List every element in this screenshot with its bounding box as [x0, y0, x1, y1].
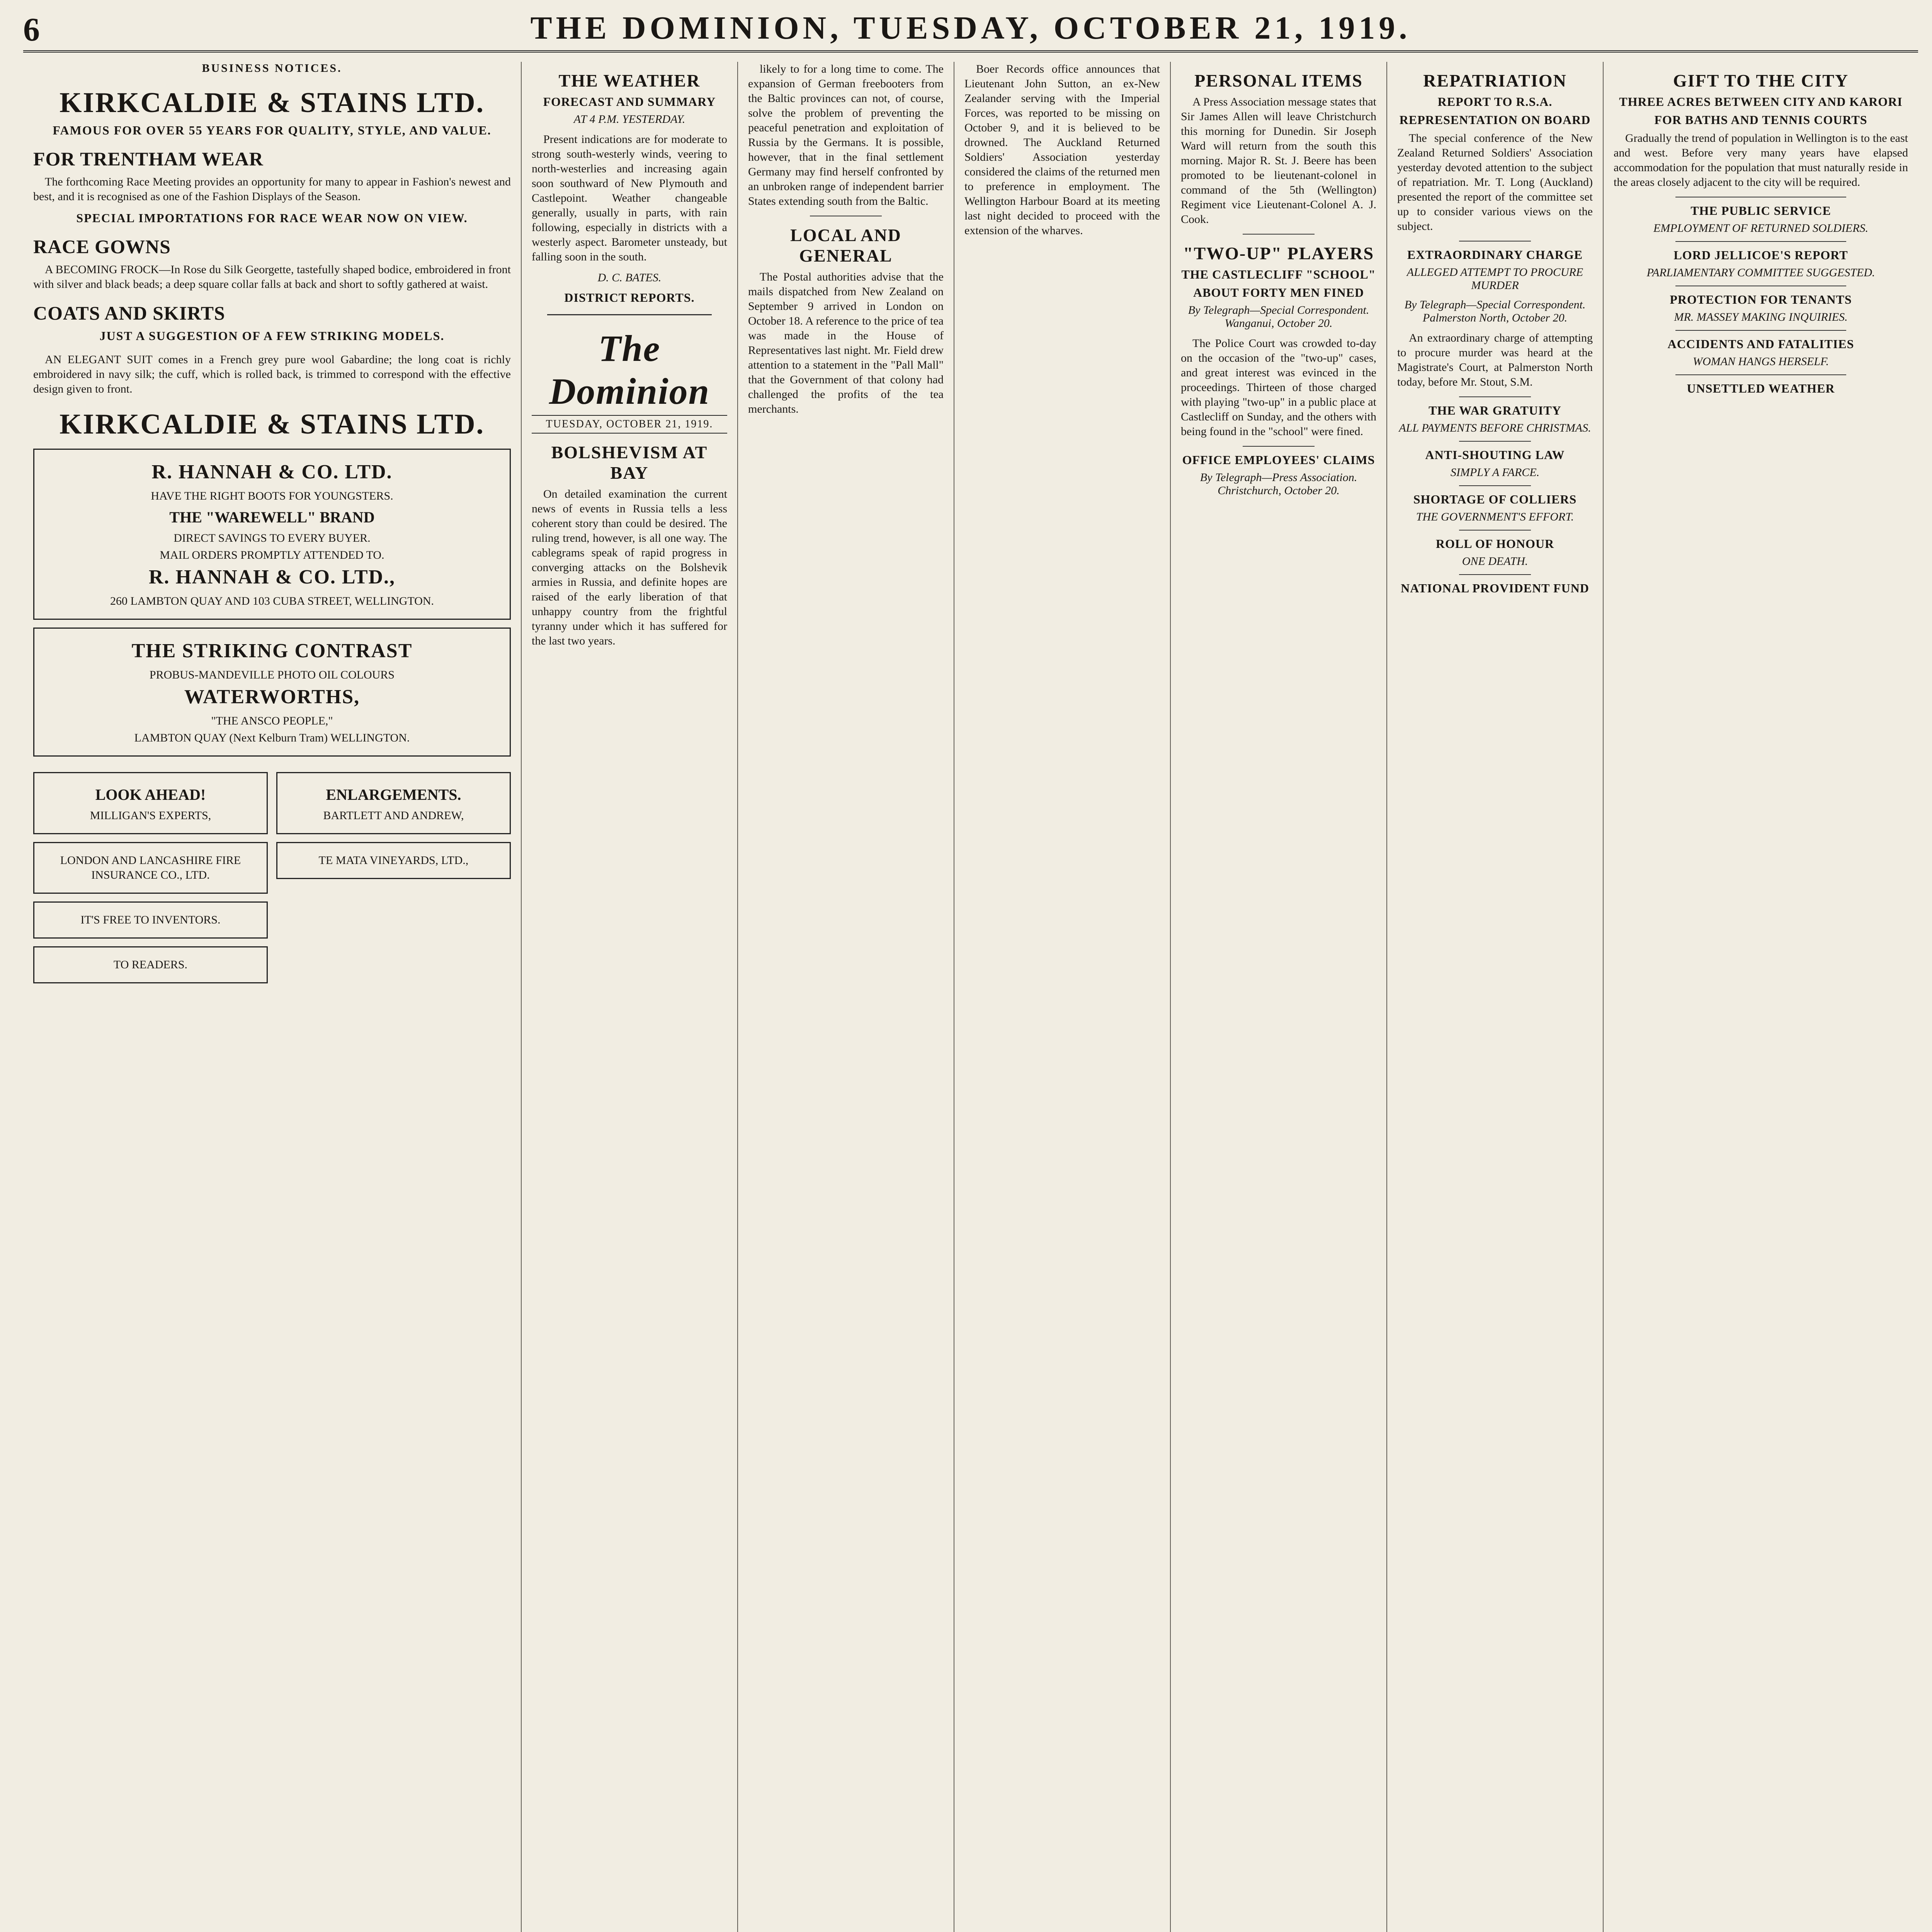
repatriation-heading: REPATRIATION [1423, 71, 1567, 90]
waterworths-advertisement [33, 628, 511, 757]
small-advertisements [33, 764, 511, 991]
hannah-name: R. HANNAH & CO. LTD. [151, 461, 393, 483]
editorial-continued-text: likely to for a long time to come. The expansion of German freebooters from the Baltic provinces can not, of course, solve the problem of preventing the peaceful penetration and exploitation of Russia by the Germans. It is possible, however, that in the final settlement Germany may find herself confronted by an unbroken range of independent barrier States extending south from the Baltic. [748, 63, 944, 207]
roll-of-honour-subheading: ONE DEATH. [1462, 555, 1528, 568]
small-ads-left [33, 764, 268, 991]
extraordinary-charge-heading: EXTRAORDINARY CHARGE [1407, 248, 1583, 262]
weather-editorial-column [522, 62, 738, 1932]
two-up-deck: THE CASTLECLIFF "SCHOOL" [1181, 267, 1376, 281]
colliers-subheading: THE GOVERNMENT'S EFFORT. [1416, 510, 1574, 523]
wines-advertisement [276, 842, 511, 879]
te-mata-name: TE MATA VINEYARDS, LTD., [318, 854, 469, 867]
extraordinary-charge-text: An extraordinary charge of attempting to procure murder was heard at the Magistrate's Court, at Palmerston North today, before Mr. Stout, S.M. [1397, 332, 1593, 388]
public-service-heading: THE PUBLIC SERVICE [1690, 204, 1831, 218]
provident-fund-heading: NATIONAL PROVIDENT FUND [1401, 581, 1589, 595]
inventors-advertisement [33, 901, 268, 939]
weather-text: Present indications are for moderate to strong south-westerly winds, veering to north-westerlies and increasing again soon southward of New Plymouth and Castlepoint. Weather changeable generally, usually in parts, with rain following, especially in districts with a westerly aspect. Barometer unsteady, but falling soon in the south. [532, 133, 727, 263]
gift-subheading: FOR BATHS AND TENNIS COURTS [1654, 113, 1867, 127]
coats-text: AN ELEGANT SUIT comes in a French grey pure wool Gabardine; the long coat is richly embroidered in navy silk; the cuff, which is rolled back, is trimmed to correspond with the effective design given to front. [33, 353, 511, 395]
claims-byline: By Telegraph—Press Association. Christchurch, October 20. [1200, 471, 1357, 497]
editorial-continued-column [738, 62, 954, 1932]
gift-text: Gradually the trend of population in Wellington is to the east and west. Before very many years have elapsed accommodation for the population that must naturally reside in the areas closely adjacent to the city will be required. [1614, 132, 1908, 189]
repatriation-column [1387, 62, 1604, 1932]
local-general-heading: LOCAL AND GENERAL [790, 225, 901, 265]
milligan-advertisement [33, 772, 268, 834]
tenants-subheading: MR. MASSEY MAKING INQUIRIES. [1674, 311, 1848, 323]
local-continued-column [954, 62, 1171, 1932]
milligan-name: MILLIGAN'S EXPERTS, [90, 809, 211, 822]
gift-deck: THREE ACRES BETWEEN CITY AND KARORI [1619, 95, 1903, 109]
accidents-heading: ACCIDENTS AND FATALITIES [1667, 337, 1854, 351]
rule-divider [547, 314, 712, 315]
war-gratuity-subheading: ALL PAYMENTS BEFORE CHRISTMAS. [1399, 422, 1591, 434]
public-service-subheading: EMPLOYMENT OF RETURNED SOLDIERS. [1653, 222, 1869, 235]
advertisements-column [23, 62, 522, 1932]
gift-heading: GIFT TO THE CITY [1673, 71, 1849, 90]
anti-shouting-subheading: SIMPLY A FARCE. [1450, 466, 1540, 479]
masthead [23, 8, 1918, 53]
jellicoe-heading: LORD JELLICOE'S REPORT [1673, 248, 1848, 262]
coats-subheading: JUST A SUGGESTION OF A FEW STRIKING MODELS. [99, 329, 445, 343]
readers-heading: TO READERS. [113, 958, 188, 971]
issue-dateline: TUESDAY, OCTOBER 21, 1919. [532, 415, 727, 434]
kirkcaldie-name: KIRKCALDIE & STAINS LTD. [59, 87, 485, 119]
page-number: 6 [23, 11, 40, 48]
two-up-heading: "TWO-UP" PLAYERS [1183, 243, 1374, 263]
rule-divider [1675, 330, 1846, 331]
hannah-tagline: HAVE THE RIGHT BOOTS FOR YOUNGSTERS. [151, 490, 393, 502]
claims-heading: OFFICE EMPLOYEES' CLAIMS [1182, 453, 1375, 467]
district-reports-heading: DISTRICT REPORTS. [564, 291, 695, 304]
rule-divider [1459, 574, 1531, 575]
weather-subheading: FORECAST AND SUMMARY [543, 95, 716, 109]
hannah-address: 260 LAMBTON QUAY AND 103 CUBA STREET, WELLINGTON. [110, 595, 434, 607]
readers-notice [33, 946, 268, 983]
trentham-text: The forthcoming Race Meeting provides an opportunity for many to appear in Fashion's newest and best, and it is recognised as one of the Fashion Displays of the Season. [33, 175, 511, 203]
special-imports: SPECIAL IMPORTATIONS FOR RACE WEAR NOW ON VIEW. [76, 211, 468, 225]
enlargements-advertisement [276, 772, 511, 834]
bartlett-name: BARTLETT AND ANDREW, [323, 809, 464, 822]
inventors-heading: IT'S FREE TO INVENTORS. [80, 913, 221, 926]
dominion-nameplate: The Dominion [549, 328, 710, 412]
jellicoe-subheading: PARLIAMENTARY COMMITTEE SUGGESTED. [1646, 266, 1875, 279]
kirkcaldie-tagline: FAMOUS FOR OVER 55 YEARS FOR QUALITY, STYLE, AND VALUE. [53, 123, 492, 137]
editorial-heading: BOLSHEVISM AT BAY [551, 442, 708, 483]
personal-column [1171, 62, 1387, 1932]
race-gowns-text: A BECOMING FROCK—In Rose du Silk Georgette, tastefully shaped bodice, embroidered in front with silver and black beads; a deep square collar falls at back and short to softly gathered at waist. [33, 263, 511, 291]
waterworths-name: WATERWORTHS, [184, 686, 360, 708]
colliers-heading: SHORTAGE OF COLLIERS [1413, 492, 1577, 506]
two-up-subheading: ABOUT FORTY MEN FINED [1193, 286, 1364, 299]
contrast-subheading: PROBUS-MANDEVILLE PHOTO OIL COLOURS [149, 668, 395, 681]
rule-divider [1459, 396, 1531, 397]
hannah-mail-orders: MAIL ORDERS PROMPTLY ATTENDED TO. [160, 549, 384, 561]
trentham-heading: FOR TRENTHAM WEAR [33, 148, 264, 170]
rule-divider [1459, 485, 1531, 486]
weather-time: AT 4 P.M. YESTERDAY. [573, 113, 685, 126]
kirkcaldie-name-footer: KIRKCALDIE & STAINS LTD. [59, 408, 485, 440]
small-ads-right [276, 764, 511, 991]
editorial-text: On detailed examination the current news of events in Russia tells a less coherent story than could be desired. The ruling trend, however, is all one way. The cablegrams speak of rapid progress in converging attacks on the Bolshevik armies in Russia, and definite hopes are raised of the early liberation of that unhappy country from the frightful tyranny under which it has suffered for the last two years. [532, 488, 727, 647]
race-gowns-heading: RACE GOWNS [33, 236, 171, 257]
columns [23, 62, 1918, 1932]
look-ahead-heading: LOOK AHEAD! [95, 786, 206, 803]
insurance-advertisement [33, 842, 268, 894]
accidents-subheading: WOMAN HANGS HERSELF. [1693, 355, 1829, 368]
personal-heading: PERSONAL ITEMS [1194, 71, 1363, 90]
personal-text: A Press Association message states that Sir James Allen will leave Christchurch this morning for Dunedin. Sir Joseph Ward will return from the south this morning. Major R. St. J. Beere has been promoted to be lieutenant-colonel in command of the 5th (Wellington) Regiment vice Lieutenant-Colonel A. J. Cook. [1181, 95, 1376, 226]
repatriation-text: The special conference of the New Zealand Returned Soldiers' Association yesterday devoted attention to the subject of repatriation. Mr. T. Long (Auckland) presented the report of the committee set up to consider various views on the subject. [1397, 132, 1593, 233]
local-continued-text: Boer Records office announces that Lieutenant John Sutton, an ex-New Zealander serving with the Imperial Forces, was reported to be missing on October 9, and it is believed to be drowned. The Auckland Returned Soldiers' Association yesterday considered the claims of the returned men to preference in employment. The Wellington Harbour Board at its meeting last night decided to proceed with the extension of the wharves. [964, 63, 1160, 237]
coats-heading: COATS AND SKIRTS [33, 302, 225, 324]
two-up-text: The Police Court was crowded to-day on the occasion of the "two-up" cases, and great interest was evinced in the proceedings. Thirteen of those charged with playing "two-up" in a public place at Castlecliff on Sunday, and the others with being found in the "school" were fined. [1181, 337, 1376, 438]
newspaper-title: THE DOMINION, TUESDAY, OCTOBER 21, 1919. [530, 10, 1411, 46]
waterworths-address: LAMBTON QUAY (Next Kelburn Tram) WELLINGTON. [134, 731, 410, 744]
unsettled-weather-heading: UNSETTLED WEATHER [1687, 381, 1835, 395]
rule-divider [1459, 441, 1531, 442]
enlargements-heading: ENLARGEMENTS. [326, 786, 461, 803]
extraordinary-charge-subheading: ALLEGED ATTEMPT TO PROCURE MURDER [1406, 266, 1583, 292]
rule-divider [1675, 374, 1846, 375]
rule-divider [1459, 241, 1531, 242]
war-gratuity-heading: THE WAR GRATUITY [1429, 403, 1561, 417]
rule-divider [1243, 234, 1315, 235]
local-general-text: The Postal authorities advise that the mails dispatched from New Zealand on September 9 arrived in London on October 18. A reference to the price of tea was made in the House of Representatives last night. Mr. Field drew attention to a statement in the "Pall Mall" that the Government of that colony had challenged the profits of the tea merchants. [748, 270, 944, 415]
roll-of-honour-heading: ROLL OF HONOUR [1435, 537, 1554, 551]
business-notices-label: BUSINESS NOTICES. [202, 62, 342, 75]
warewell-brand: THE "WAREWELL" BRAND [169, 509, 375, 526]
contrast-heading: THE STRIKING CONTRAST [131, 640, 413, 662]
rule-divider [1243, 446, 1315, 447]
anti-shouting-heading: ANTI-SHOUTING LAW [1425, 448, 1565, 462]
hannah-advertisement [33, 449, 511, 620]
hannah-name-footer: R. HANNAH & CO. LTD., [148, 566, 396, 588]
rule-divider [1675, 241, 1846, 242]
ansco-people: "THE ANSCO PEOPLE," [211, 714, 333, 727]
representation-heading: REPRESENTATION ON BOARD [1399, 113, 1591, 127]
extraordinary-charge-byline: By Telegraph—Special Correspondent. Palmerston North, October 20. [1404, 298, 1586, 324]
repatriation-subheading: REPORT TO R.S.A. [1437, 95, 1553, 109]
city-news-column [1604, 62, 1918, 1932]
hannah-direct-savings: DIRECT SAVINGS TO EVERY BUYER. [173, 532, 371, 544]
two-up-byline: By Telegraph—Special Correspondent. Wanganui, October 20. [1188, 304, 1369, 330]
london-insurance-name: LONDON AND LANCASHIRE FIRE INSURANCE CO., LTD. [60, 854, 241, 881]
weather-heading: THE WEATHER [558, 71, 701, 90]
rule-divider [1459, 530, 1531, 531]
tenants-heading: PROTECTION FOR TENANTS [1670, 293, 1852, 306]
weather-signature: D. C. BATES. [597, 271, 662, 284]
